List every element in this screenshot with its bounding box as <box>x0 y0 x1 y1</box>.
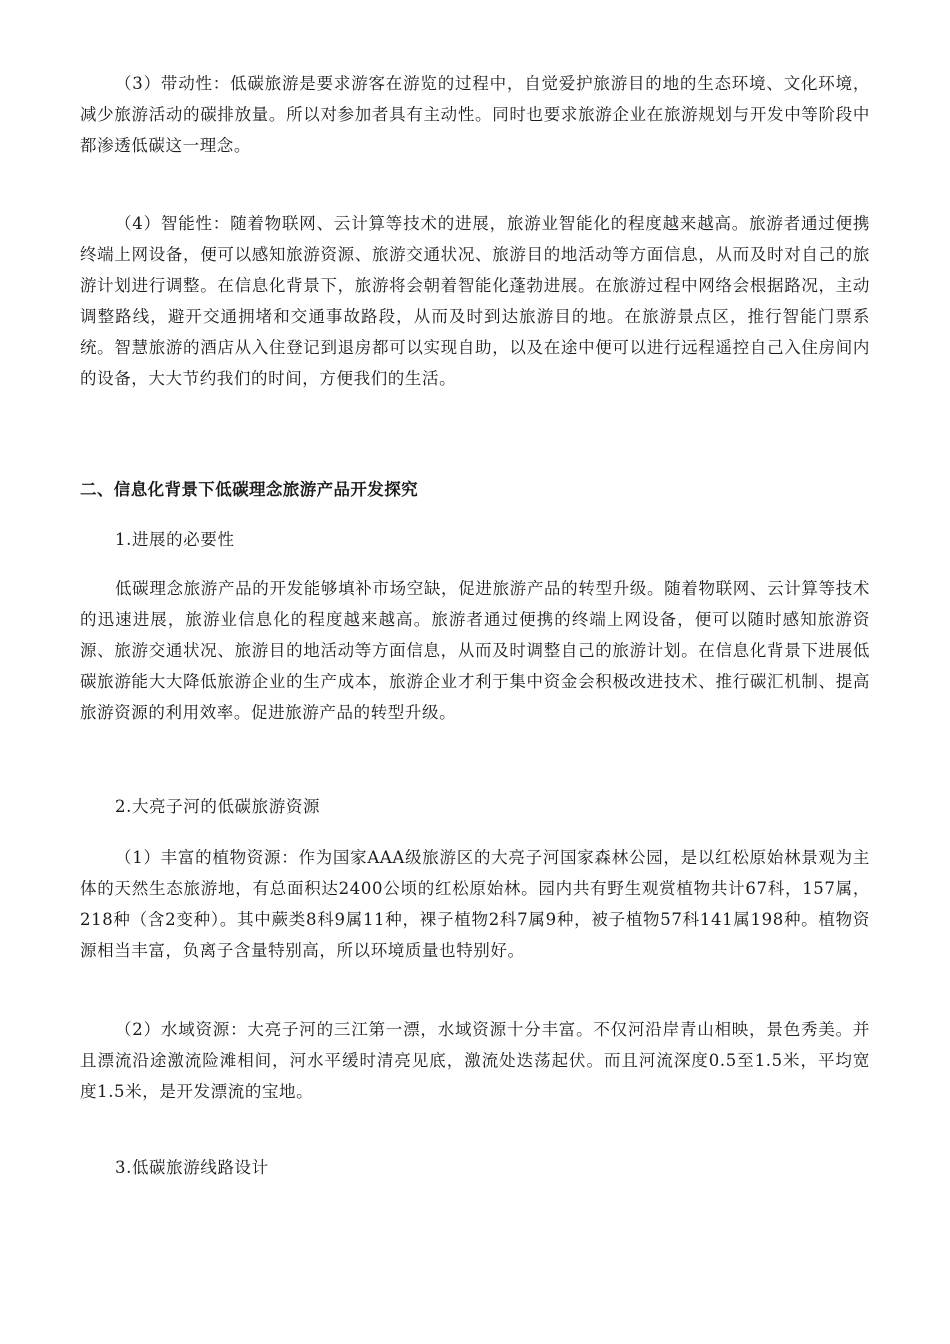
paragraph-driving-property: （3）带动性：低碳旅游是要求游客在游览的过程中，自觉爱护旅游目的地的生态环境、文化环境，减少旅游活动的碳排放量。所以对参加者具有主动性。同时也要求旅游企业在旅游规划与开发中等阶段中都渗透低碳这一理念。 <box>80 74 870 155</box>
subsection-heading-resources: 2.大亮子河的低碳旅游资源 <box>115 797 321 816</box>
paragraph-plant-resources: （1）丰富的植物资源：作为国家AAA级旅游区的大亮子河国家森林公园，是以红松原始林景观为主体的天然生态旅游地，有总面积达2400公顷的红松原始林。园内共有野生观赏植物共计67科，157属，218种（含2变种）。其中蕨类8科9属11种，裸子植物2科7属9种，被子植物57科141属198种。植物资源相当丰富，负离子含量特别高，所以环境质量也特别好。 <box>80 848 870 960</box>
subsection-heading-necessity: 1.进展的必要性 <box>115 530 235 549</box>
paragraph-water-resources: （2）水域资源：大亮子河的三江第一漂，水域资源十分丰富。不仅河沿岸青山相映，景色秀美。并且漂流沿途激流险滩相间，河水平缓时清亮见底，激流处迭荡起伏。而且河流深度0.5至1.5米，平均宽度1.5米，是开发漂流的宝地。 <box>80 1020 870 1101</box>
paragraph-intelligence-property: （4）智能性：随着物联网、云计算等技术的进展，旅游业智能化的程度越来越高。旅游者通过便携终端上网设备，便可以感知旅游资源、旅游交通状况、旅游目的地活动等方面信息，从而及时对自己的旅游计划进行调整。在信息化背景下，旅游将会朝着智能化蓬勃进展。在旅游过程中网络会根据路况，主动调整路线，避开交通拥堵和交通事故路段，从而及时到达旅游目的地。在旅游景点区，推行智能门票系统。智慧旅游的酒店从入住登记到退房都可以实现自助，以及在途中便可以进行远程遥控自己入住房间内的设备，大大节约我们的时间，方便我们的生活。 <box>80 214 870 388</box>
subsection-heading-route-design: 3.低碳旅游线路设计 <box>115 1158 269 1177</box>
paragraph-necessity: 低碳理念旅游产品的开发能够填补市场空缺，促进旅游产品的转型升级。随着物联网、云计算等技术的迅速进展，旅游业信息化的程度越来越高。旅游者通过便携的终端上网设备，便可以随时感知旅游资源、旅游交通状况、旅游目的地活动等方面信息，从而及时调整自己的旅游计划。在信息化背景下进展低碳旅游能大大降低旅游企业的生产成本，旅游企业才利于集中资金会积极改进技术、推行碳汇机制、提高旅游资源的利用效率。促进旅游产品的转型升级。 <box>80 579 870 722</box>
section-heading: 二、信息化背景下低碳理念旅游产品开发探究 <box>80 480 418 499</box>
